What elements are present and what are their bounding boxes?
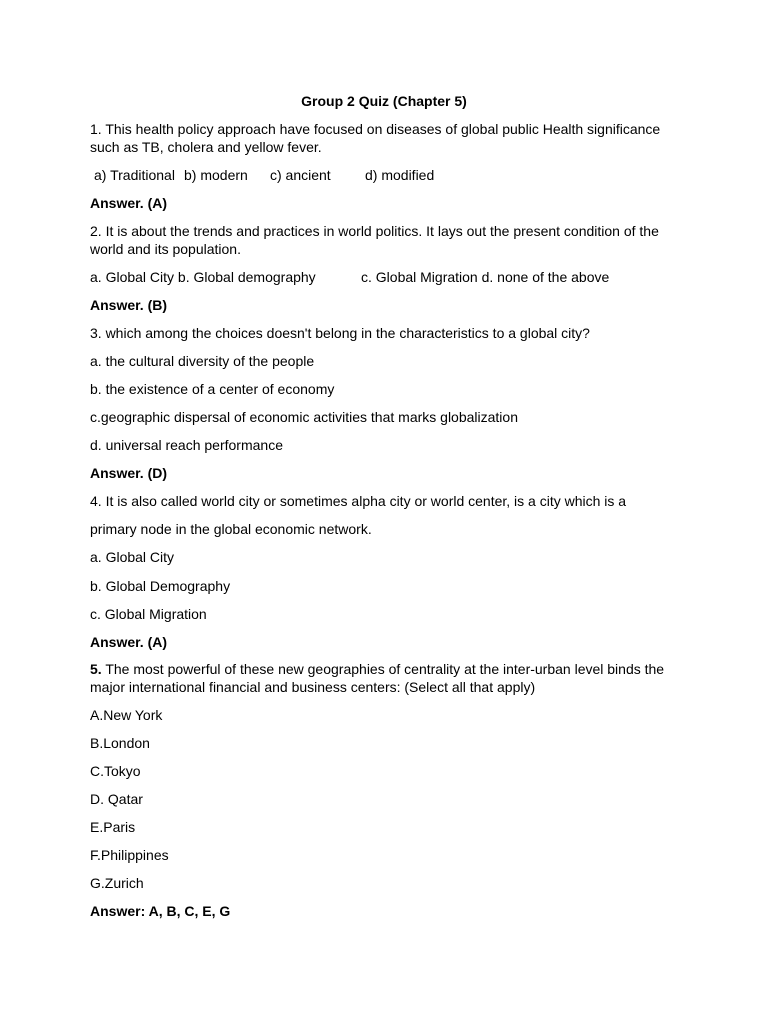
option-d: D. Qatar: [90, 791, 143, 807]
options-c-d: c. Global Migration d. none of the above: [361, 269, 610, 285]
question-2-line-1: 2. It is about the trends and practices in world politics. It lays out the present condition of the: [90, 223, 659, 239]
question-1-options: [90, 166, 490, 184]
question-5-line-2: major international financial and business centers: (Select all that apply): [90, 679, 536, 695]
question-2-line-2: world and its population.: [90, 241, 241, 257]
option-b: B.London: [90, 735, 150, 751]
option-a: A.New York: [90, 707, 163, 723]
question-1-answer: Answer. (A): [90, 195, 168, 211]
question-5-text: The most powerful of these new geographies of centrality at the inter-urban level binds the: [101, 661, 665, 677]
option-b: b) modern: [184, 167, 248, 183]
question-5-answer: Answer: A, B, C, E, G: [90, 903, 231, 919]
option-d: d) modified: [365, 167, 435, 183]
option-c: c.geographic dispersal of economic activities that marks globalization: [90, 409, 518, 425]
question-4-line-1: 4. It is also called world city or sometimes alpha city or world center, is a city which is a: [90, 493, 627, 509]
option-a: a. Global City: [90, 549, 175, 565]
option-f: F.Philippines: [90, 847, 169, 863]
option-c: c) ancient: [270, 167, 331, 183]
page-title: Group 2 Quiz (Chapter 5): [301, 93, 467, 109]
question-4-line-2: primary node in the global economic network.: [90, 521, 372, 537]
option-c: c. Global Migration: [90, 606, 207, 622]
options-a-b: a. Global City b. Global demography: [90, 269, 316, 285]
option-e: E.Paris: [90, 819, 136, 835]
question-4-answer: Answer. (A): [90, 634, 168, 650]
question-3-answer: Answer. (D): [90, 465, 168, 481]
option-a: a) Traditional: [94, 167, 175, 183]
option-d: d. universal reach performance: [90, 437, 283, 453]
question-2-answer: Answer. (B): [90, 297, 168, 313]
option-c: C.Tokyo: [90, 763, 141, 779]
question-1-line-1: 1. This health policy approach have focused on diseases of global public Health significance: [90, 121, 661, 137]
option-b: b. the existence of a center of economy: [90, 381, 335, 397]
option-b: b. Global Demography: [90, 578, 231, 594]
question-3: 3. which among the choices doesn't belong in the characteristics to a global city?: [90, 325, 590, 341]
question-1-line-2: such as TB, cholera and yellow fever.: [90, 139, 322, 155]
option-a: a. the cultural diversity of the people: [90, 353, 315, 369]
question-5-number: 5.: [90, 661, 102, 677]
question-5-line-1: [90, 660, 664, 678]
question-2-options: [90, 268, 650, 286]
option-g: G.Zurich: [90, 875, 144, 891]
